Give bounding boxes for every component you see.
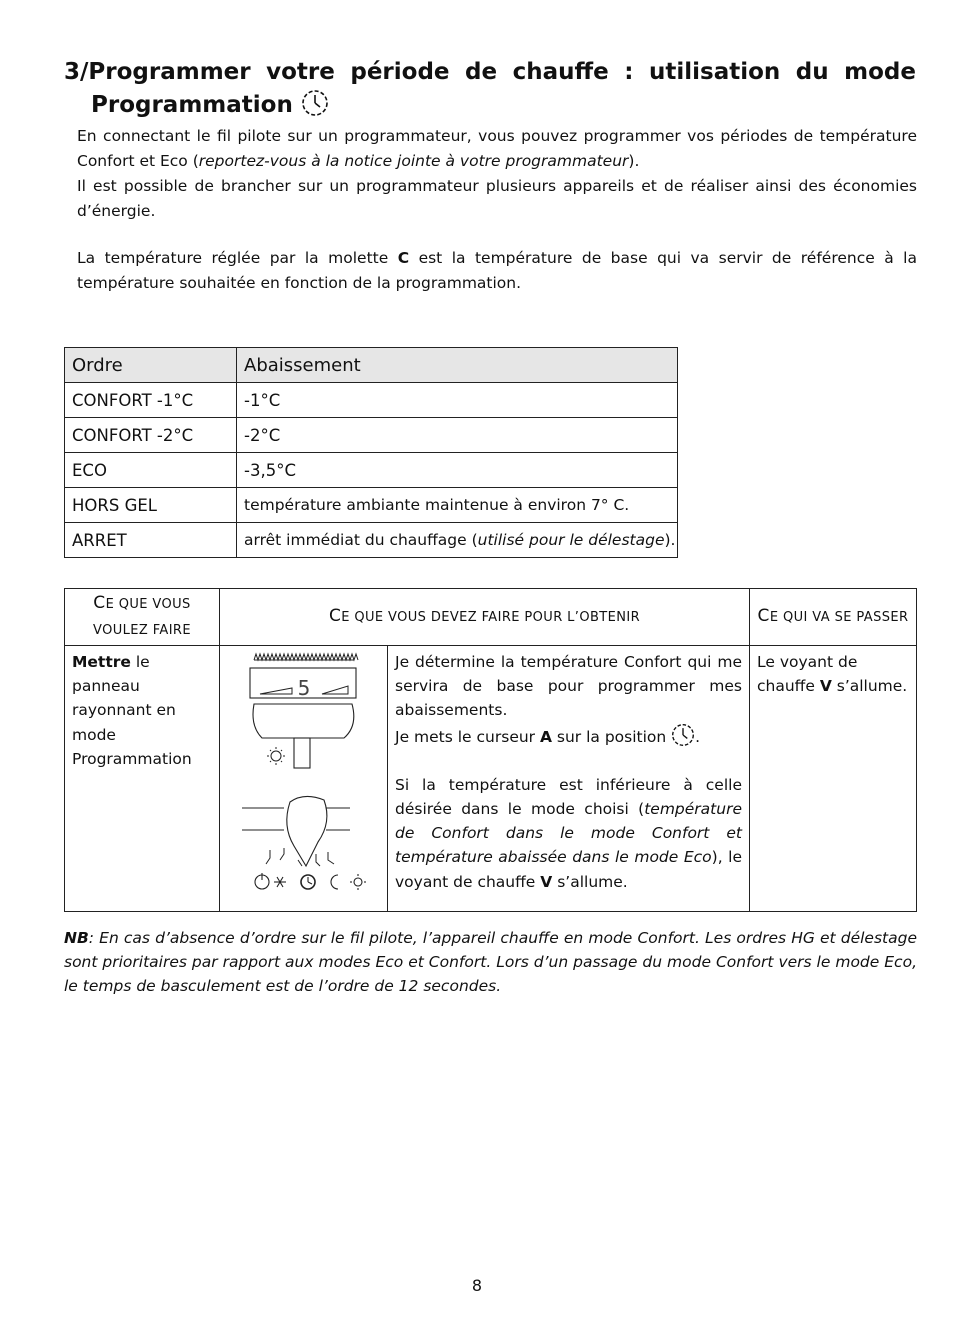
lowering-cell-b: ). [664, 531, 676, 549]
howto-header-result [750, 589, 917, 646]
page-number: 8 [471, 1276, 483, 1295]
howto-header-do-rest: E QUE VOUS DEVEZ FAIRE POUR L’OBTENIR [341, 610, 641, 625]
intro-paragraph-1 [77, 124, 917, 173]
order-cell: HORS GEL [65, 488, 237, 523]
intro-p3-bold: C [397, 249, 410, 267]
intro-p3-b: est la température de base qui va servir de référence à la température souhaitée en fonction de la programmation. [77, 249, 917, 292]
intro-p1-text: En connectant le fil pilote sur un programmateur, vous pouvez programmer vos périodes de température Confort et Eco ( [77, 127, 917, 170]
lowering-cell-italic: utilisé pour le délestage [477, 531, 665, 549]
orders-header-row [65, 348, 678, 383]
do-p2-a: Je mets le curseur [395, 727, 540, 746]
do-paragraph-3 [395, 773, 742, 894]
howto-header-want-rest: E QUE VOUS VOULEZ FAIRE [93, 597, 191, 638]
do-p3-b: ), le voyant de chauffe [395, 848, 742, 891]
selector-body [253, 704, 354, 738]
do-p3-bold: V [540, 872, 553, 891]
intro-paragraph-3 [77, 246, 917, 295]
want-rest: le panneau rayonnant en mode Programmation [72, 653, 192, 768]
clock-icon [671, 723, 695, 747]
title-line-1: 3/Programmer votre période de chauffe : utilisation du mode [64, 59, 916, 85]
mode-icons [255, 873, 366, 890]
orders-table [64, 347, 678, 558]
scale-wedge-right [322, 686, 348, 694]
table-row [65, 523, 678, 558]
intro-p1-italic: reportez-vous à la notice jointe à votre programmateur [198, 151, 629, 170]
howto-header-do [220, 589, 750, 646]
result-bold: V [819, 677, 832, 696]
knob-ridges [254, 654, 358, 660]
howto-header-result-rest: E QUI VA SE PASSER [769, 610, 909, 625]
intro-p3-a: La température réglée par la molette [77, 249, 398, 267]
clock-icon [301, 89, 329, 117]
order-cell: CONFORT -2°C [65, 418, 237, 453]
do-p2-bold: A [539, 727, 552, 746]
program-clock-icon [301, 875, 315, 889]
do-cell [388, 646, 750, 912]
orders-header-order: Ordre [65, 348, 237, 383]
intro-p1-end: ). [628, 151, 640, 170]
control-panel-illustration [220, 646, 387, 904]
order-cell: ARRET [65, 523, 237, 558]
table-row [65, 418, 678, 453]
do-p2-b: sur la position [551, 727, 672, 746]
howto-header-do-cap: C [328, 606, 342, 626]
intro-paragraph-2: Il est possible de brancher sur un programmateur plusieurs appareils et de réaliser ainsi des économies d’énergie. [77, 177, 917, 220]
section-title [64, 56, 916, 122]
do-paragraph-2 [395, 723, 742, 749]
table-row [65, 488, 678, 523]
lowering-cell: température ambiante maintenue à environ 7° C. [237, 488, 678, 523]
howto-header-want [65, 589, 220, 646]
scale-wedge-left [260, 688, 292, 694]
nb-label: NB [64, 929, 89, 947]
howto-header-result-cap: C [757, 606, 770, 626]
order-cell: CONFORT -1°C [65, 383, 237, 418]
table-row [65, 453, 678, 488]
snowflake-icon [274, 877, 286, 887]
lowering-cell [237, 523, 678, 558]
do-p3-end: s’allume. [552, 872, 628, 891]
nb-text: : En cas d’absence d’ordre sur le fil pilote, l’appareil chauffe en mode Confort. Les ordres HG et délestage sont prioritaires par rapport aux modes Eco et Confort. Lors d’un passage du mode Confort vers le mode Eco, le temps de basculement est de l’ordre de 12 secondes. [64, 929, 917, 996]
scale-digit: 5 [297, 676, 311, 700]
want-bold: Mettre [72, 653, 131, 671]
table-row [65, 383, 678, 418]
control-figure-cell [220, 646, 388, 912]
result-cell [750, 646, 917, 912]
order-cell: ECO [65, 453, 237, 488]
title-line-2-text: Programmation [91, 92, 293, 118]
cursor-a [294, 738, 310, 768]
want-cell [65, 646, 220, 912]
nb-note [64, 926, 917, 999]
result-b: s’allume. [831, 677, 908, 696]
do-p3-a: Si la température est inférieure à celle désirée dans le mode choisi ( [395, 775, 742, 819]
do-paragraph-1: Je détermine la température Confort qui me servira de base pour programmer mes abaissements. [395, 653, 742, 720]
moon-icon [331, 875, 338, 889]
lowering-cell: -1°C [237, 383, 678, 418]
howto-header-row [65, 589, 917, 646]
sun-mode-icon [350, 874, 366, 890]
title-line-2 [64, 89, 916, 122]
lowering-cell: -3,5°C [237, 453, 678, 488]
do-p3-italic: température de Confort dans le mode Confort et température abaissée dans le mode Eco [395, 800, 742, 867]
cursor-knob [287, 796, 327, 866]
spacer [395, 749, 742, 773]
result-a: Le voyant de chauffe [757, 653, 858, 696]
power-icon [255, 873, 269, 889]
lowering-cell-a: arrêt immédiat du chauffage ( [244, 531, 478, 549]
lowering-cell: -2°C [237, 418, 678, 453]
howto-row [65, 646, 917, 912]
sun-icon [267, 747, 285, 765]
howto-header-want-cap: C [93, 593, 106, 613]
orders-header-lowering: Abaissement [237, 348, 678, 383]
howto-table [64, 588, 917, 912]
do-p2-end: . [695, 727, 701, 746]
